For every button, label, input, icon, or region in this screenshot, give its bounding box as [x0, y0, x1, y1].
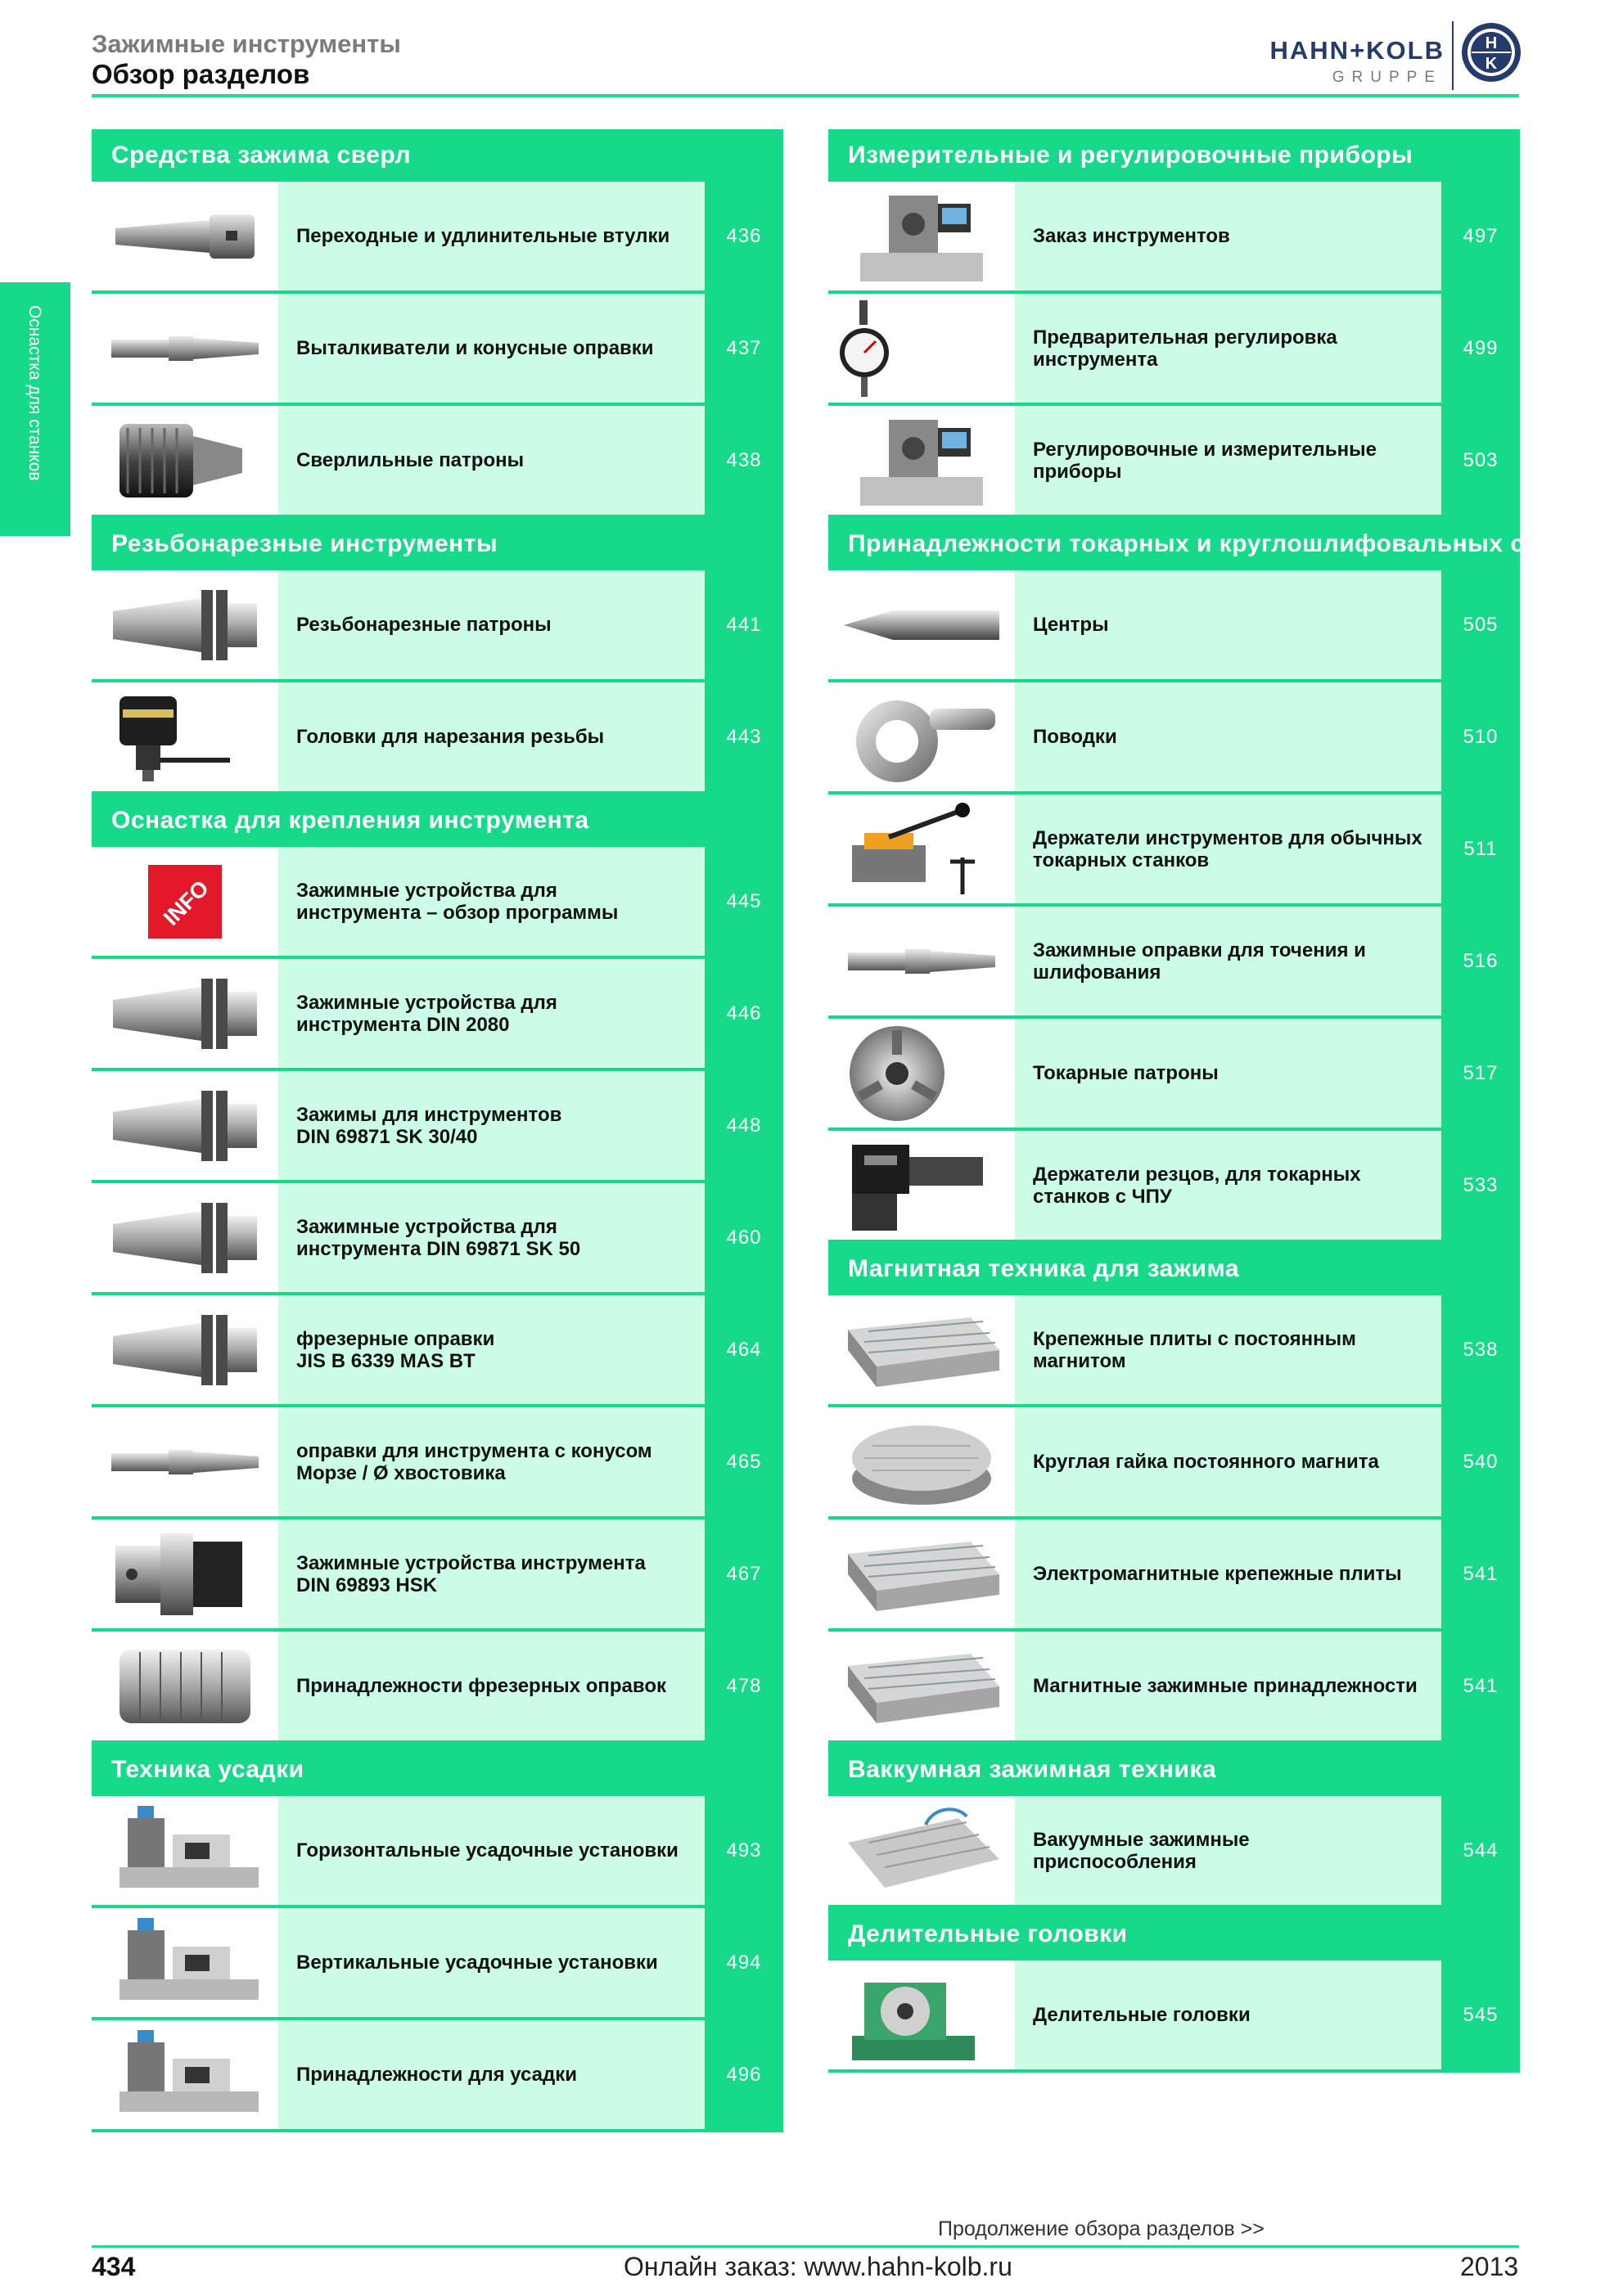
shrink-machine-icon	[92, 1796, 278, 1905]
taper-holder-icon	[92, 570, 278, 679]
item-label: Выталкиватели и конусные оправки	[278, 294, 705, 403]
catalog-row[interactable]	[92, 570, 783, 682]
item-label: Головки для нарезания резьбы	[278, 682, 705, 791]
item-page-number[interactable]: 493	[705, 1796, 783, 1905]
item-page-number[interactable]: 441	[705, 570, 783, 679]
section-header: Измерительные и регулировочные приборы	[828, 129, 1520, 182]
section-header: Оснастка для крепления инструмента	[92, 795, 783, 847]
item-page-number[interactable]: 436	[705, 182, 783, 290]
item-label: Резьбонарезные патроны	[278, 570, 705, 679]
item-label: Горизонтальные усадочные установки	[278, 1796, 705, 1905]
catalog-row[interactable]	[828, 1407, 1520, 1519]
footer-year: 2013	[1460, 2252, 1519, 2281]
dividing-head-icon	[828, 1961, 1015, 2069]
vacuum-plate-icon	[828, 1796, 1015, 1905]
item-label: Зажимные оправки для точения и шлифования	[1015, 907, 1441, 1015]
catalog-row[interactable]	[92, 406, 783, 518]
item-label: Переходные и удлинительные втулки	[278, 182, 705, 290]
catalog-row[interactable]	[828, 1131, 1520, 1243]
catalog-row[interactable]	[828, 570, 1520, 682]
logo-brand: HAHN+KOLB	[1269, 36, 1445, 65]
footer-divider	[92, 2245, 1519, 2248]
footer-order-url[interactable]: Онлайн заказ: www.hahn-kolb.ru	[624, 2252, 1012, 2281]
dial-gauge-icon	[828, 294, 1015, 403]
catalog-row[interactable]	[92, 182, 783, 294]
catalog-row[interactable]	[92, 1796, 783, 1908]
item-label: Поводки	[1015, 682, 1441, 791]
item-page-number[interactable]: 467	[705, 1519, 783, 1628]
section-header: Средства зажима сверл	[92, 129, 783, 182]
taper-holder-icon	[92, 1183, 278, 1292]
catalog-row[interactable]	[92, 1632, 783, 1744]
item-page-number[interactable]: 494	[705, 1908, 783, 2017]
item-page-number[interactable]: 541	[1441, 1519, 1520, 1628]
catalog-row[interactable]	[828, 294, 1520, 406]
item-label: Токарные патроны	[1015, 1019, 1441, 1128]
item-page-number[interactable]: 511	[1441, 795, 1520, 903]
item-label: Заказ инструментов	[1015, 182, 1441, 290]
magnetic-plate-icon	[828, 1295, 1015, 1404]
item-page-number[interactable]: 465	[705, 1407, 783, 1516]
taper-holder-icon	[92, 959, 278, 1068]
shrink-machine-icon	[92, 1908, 278, 2017]
item-label: Принадлежности для усадки	[278, 2020, 705, 2129]
item-label: Держатели инструментов для обычных токарных станков	[1015, 795, 1441, 903]
item-page-number[interactable]: 464	[705, 1295, 783, 1404]
section-header: Делительные головки	[828, 1908, 1520, 1961]
arbor-icon	[92, 294, 278, 403]
taper-holder-icon	[92, 1295, 278, 1404]
collet-icon	[92, 1632, 278, 1740]
item-label: Магнитные зажимные принадлежности	[1015, 1632, 1441, 1740]
catalog-row[interactable]	[828, 1632, 1520, 1744]
item-page-number[interactable]: 516	[1441, 907, 1520, 1015]
item-label: Круглая гайка постоянного магнита	[1015, 1407, 1441, 1516]
sleeve-icon	[92, 182, 278, 290]
catalog-row[interactable]	[828, 1295, 1520, 1407]
item-page-number[interactable]: 460	[705, 1183, 783, 1292]
item-label: Центры	[1015, 570, 1441, 679]
page-title: Обзор разделов	[92, 59, 310, 89]
measuring-device-icon	[828, 406, 1015, 515]
catalog-row[interactable]	[92, 959, 783, 1071]
item-page-number[interactable]: 499	[1441, 294, 1520, 403]
catalog-row[interactable]	[828, 1961, 1520, 2073]
catalog-row[interactable]	[92, 682, 783, 795]
logo-seal-top: H	[1485, 34, 1498, 52]
catalog-row[interactable]	[92, 1519, 783, 1632]
section-header: Принадлежности токарных и круглошлифовальных станков	[828, 518, 1520, 570]
catalog-row[interactable]	[92, 1295, 783, 1407]
taper-holder-icon	[92, 1071, 278, 1180]
catalog-row[interactable]	[92, 1071, 783, 1183]
item-label: Вертикальные усадочные установки	[278, 1908, 705, 2017]
catalog-row[interactable]	[828, 682, 1520, 795]
section-header: Техника усадки	[92, 1744, 783, 1796]
catalog-row[interactable]	[92, 1407, 783, 1519]
catalog-row[interactable]	[92, 2020, 783, 2132]
catalog-row[interactable]	[92, 1183, 783, 1295]
item-label: Регулировочные и измерительные приборы	[1015, 406, 1441, 515]
item-label: Принадлежности фрезерных оправок	[278, 1632, 705, 1740]
catalog-row[interactable]	[828, 182, 1520, 294]
item-page-number[interactable]: 538	[1441, 1295, 1520, 1404]
side-tab[interactable]	[0, 282, 70, 536]
catalog-row[interactable]	[828, 795, 1520, 907]
item-page-number[interactable]: 505	[1441, 570, 1520, 679]
item-label: Зажимные устройства для инструмента DIN 69871 SK 50	[278, 1183, 705, 1292]
item-page-number[interactable]: 517	[1441, 1019, 1520, 1128]
info-badge-text: INFO	[159, 875, 214, 930]
catalog-row[interactable]	[828, 907, 1520, 1019]
catalog-row[interactable]	[828, 1796, 1520, 1908]
catalog-row[interactable]	[828, 406, 1520, 518]
lathe-chuck-icon	[828, 1019, 1015, 1128]
catalog-row[interactable]	[828, 1019, 1520, 1131]
page-number: 434	[92, 2252, 136, 2281]
tapping-head-icon	[92, 682, 278, 791]
catalog-row[interactable]	[92, 1908, 783, 2020]
item-label: Электромагнитные крепежные плиты	[1015, 1519, 1441, 1628]
drill-chuck-icon	[92, 406, 278, 515]
round-magnet-icon	[828, 1407, 1015, 1516]
left-column	[92, 129, 783, 2132]
item-page-number[interactable]: 510	[1441, 682, 1520, 791]
section-header: Ваккумная зажимная техника	[828, 1744, 1520, 1796]
item-label: Крепежные плиты с постоянным магнитом	[1015, 1295, 1441, 1404]
item-page-number[interactable]: 443	[705, 682, 783, 791]
header-divider	[92, 94, 1519, 97]
header-supertitle: Зажимные инструменты	[92, 29, 401, 58]
shrink-machine-icon	[92, 2020, 278, 2129]
hahn-kolb-logo	[1228, 18, 1522, 92]
item-page-number[interactable]: 445	[705, 847, 783, 956]
item-label: Сверлильные патроны	[278, 406, 705, 515]
side-tab-label: Оснастка для станков	[25, 305, 44, 481]
section-header: Магнитная техника для зажима	[828, 1243, 1520, 1295]
item-page-number[interactable]: 545	[1441, 1961, 1520, 2069]
item-label: Делительные головки	[1015, 1961, 1441, 2069]
logo-seal-icon	[1460, 21, 1522, 83]
item-label: Предварительная регулировка инструмента	[1015, 294, 1441, 403]
item-page-number[interactable]: 533	[1441, 1131, 1520, 1240]
item-page-number[interactable]: 497	[1441, 182, 1520, 290]
lathe-dog-icon	[828, 682, 1015, 791]
info-icon	[92, 847, 278, 956]
magnetic-plate-icon	[828, 1632, 1015, 1740]
item-page-number[interactable]: 437	[705, 294, 783, 403]
item-page-number[interactable]: 438	[705, 406, 783, 515]
item-label: Вакуумные зажимные приспособления	[1015, 1796, 1441, 1905]
continue-link[interactable]: Продолжение обзора разделов >>	[938, 2217, 1265, 2240]
item-label: Зажимные устройства для инструмента – обзор программы	[278, 847, 705, 956]
catalog-row[interactable]	[92, 294, 783, 406]
hsk-holder-icon	[92, 1519, 278, 1628]
cnc-holder-icon	[828, 1131, 1015, 1240]
measuring-device-icon	[828, 182, 1015, 290]
catalog-row[interactable]	[828, 1519, 1520, 1632]
section-header: Резьбонарезные инструменты	[92, 518, 783, 570]
item-page-number[interactable]: 446	[705, 959, 783, 1068]
item-page-number[interactable]: 544	[1441, 1796, 1520, 1905]
item-label: Зажимные устройства инструмента DIN 69893 HSK	[278, 1519, 705, 1628]
tool-post-icon	[828, 795, 1015, 903]
logo-divider	[1452, 21, 1454, 90]
item-page-number[interactable]: 448	[705, 1071, 783, 1180]
magnetic-plate-icon	[828, 1519, 1015, 1628]
item-page-number[interactable]: 540	[1441, 1407, 1520, 1516]
item-label: Зажимные устройства для инструмента DIN 2080	[278, 959, 705, 1068]
item-label: Зажимы для инструментов DIN 69871 SK 30/40	[278, 1071, 705, 1180]
logo-sub: GRUPPE	[1332, 69, 1442, 86]
item-page-number[interactable]: 478	[705, 1632, 783, 1740]
item-page-number[interactable]: 496	[705, 2020, 783, 2129]
item-page-number[interactable]: 541	[1441, 1632, 1520, 1740]
item-label: фрезерные оправки JIS B 6339 MAS BT	[278, 1295, 705, 1404]
item-label: Держатели резцов, для токарных станков с ЧПУ	[1015, 1131, 1441, 1240]
logo-seal-bottom: K	[1485, 55, 1498, 73]
center-icon	[828, 570, 1015, 679]
right-column	[828, 129, 1610, 2073]
item-label: оправки для инструмента с конусом Морзе / Ø хвостовика	[278, 1407, 705, 1516]
catalog-row[interactable]	[92, 847, 783, 959]
item-page-number[interactable]: 503	[1441, 406, 1520, 515]
arbor-icon	[92, 1407, 278, 1516]
arbor-icon	[828, 907, 1015, 1015]
